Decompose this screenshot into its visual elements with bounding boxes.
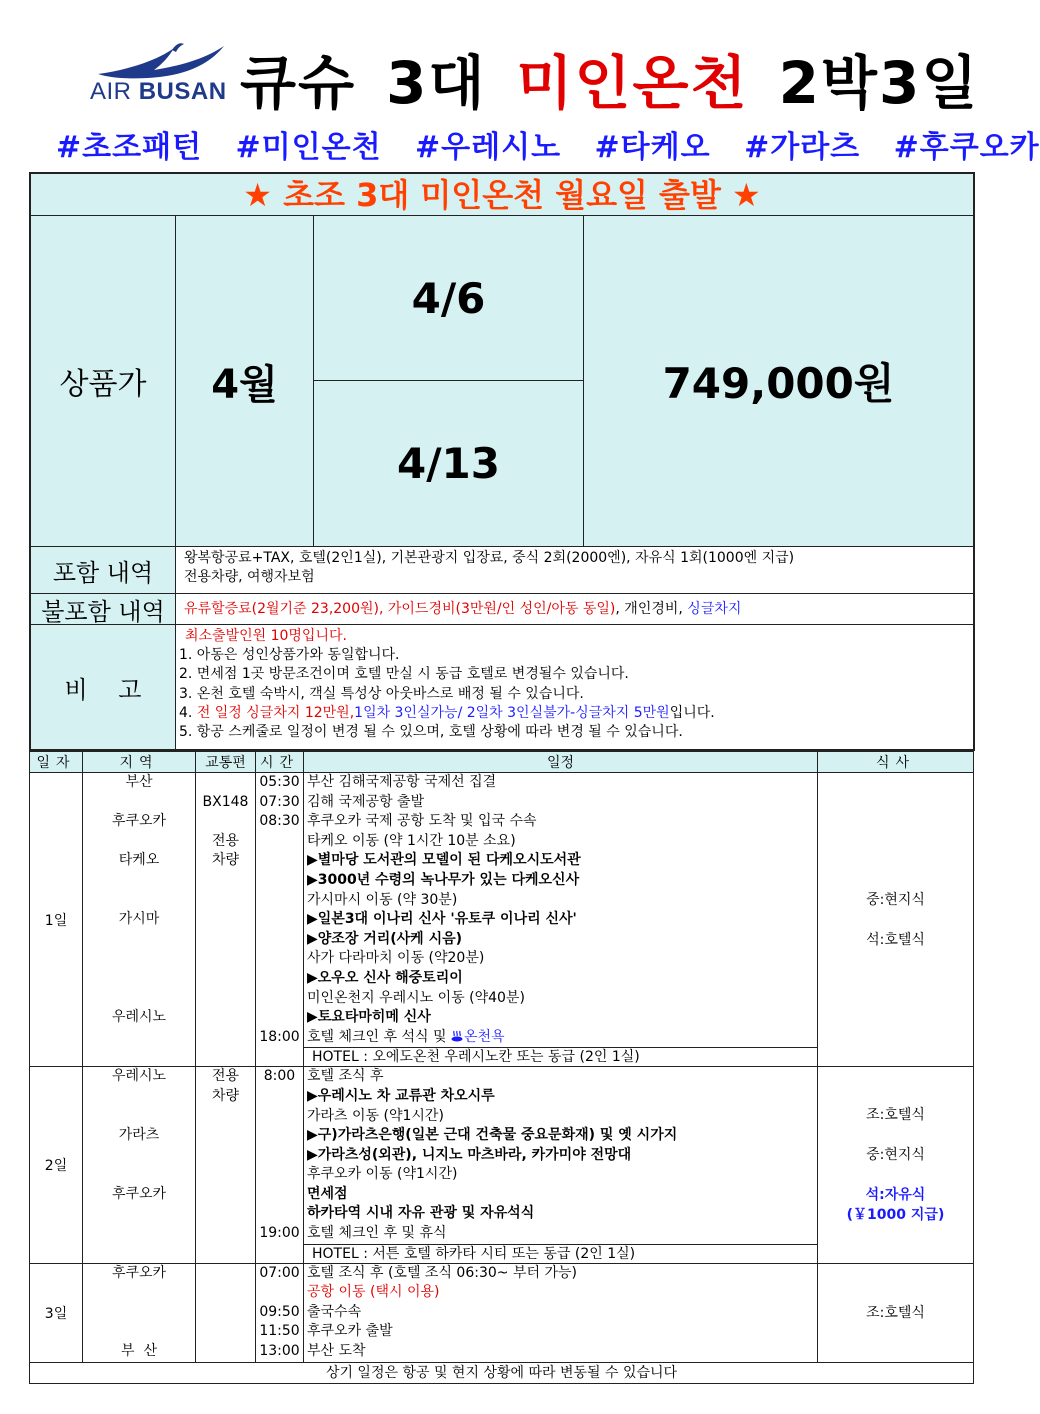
page-title [240,36,979,120]
day-2-schedule: 호텔 조식 후 ▶우레시노 차 교류관 차오시루 가라츠 이동 (약1시간) ▶구)가라츠은행(일본 근대 건축물 중요문화재) 및 옛 시가지 ▶가라츠성(외관), 니지노 마츠바라, 카가미야 전망대 후쿠오카 이동 (약1시간) 면세점 하카타역 시내 자유 관광 및 자유석식 호텔 체크인 후 및 휴식 [304,1067,818,1244]
day-2-meals: 조:호텔식 중:현지식 석:자유식 (￥1000 지급) [818,1067,974,1263]
note-line: 5. 항공 스케줄로 일정이 변경 될 수 있으며, 호텔 상황에 따라 변경 될 수 있습니다. [179,724,683,741]
col-schedule: 일정 [304,752,818,773]
day-3-transport [196,1263,256,1362]
price-table [31,216,973,547]
day-1-times: 05:30 07:30 08:30 18:00 [256,773,304,1067]
departure-banner: ★ 초조 3대 미인온천 월요일 출발 ★ [31,174,973,216]
day-1-meals: 중:현지식 석:호텔식 [818,773,974,1067]
day-1-row [30,773,974,1048]
day-1-hotel: HOTEL : 오에도온천 우레시노칸 또는 동급 (2인 1실) [304,1048,818,1067]
price-amount: 749,000원 [584,216,973,546]
hashtag: #타케오 [594,130,711,165]
day-label: 3일 [30,1263,83,1362]
hashtag: #가라츠 [744,130,861,165]
day-2-regions: 우레시노 가라츠 후쿠오카 [83,1067,196,1263]
itinerary-footer-row [30,1362,974,1383]
day-3-meals: 조:호텔식 [818,1263,974,1362]
day-2-hotel: HOTEL : 서튼 호텔 하카타 시티 또는 동급 (2인 1실) [304,1244,818,1263]
excluded-label: 불포함 내역 [31,594,176,624]
hashtag: #우레시노 [415,130,562,165]
notes-row [31,625,973,749]
hashtag-line [56,122,1040,166]
day-1-schedule: 부산 김해국제공항 국제선 집결 김해 국제공항 출발 후쿠오카 국제 공항 도착 및 입국 수속 타케오 이동 (약 1시간 10분 소요) ▶별마당 도서관의 모델이 된 다케오시도서관 ▶3000년 수령의 녹나무가 있는 다케오신사 가시마시 이동 (약 30분) ▶일본3대 이나리 신사 '유토쿠 이나리 신사' ▶양조장 거리(사케 시음) 사가 다라마치 이동 (약20분) ▶오우오 신사 해중토리이 미인온천지 우레시노 이동 (약40분) ▶토요타마히메 신사 호텔 체크인 후 석식 및 온천욕 [304,773,818,1048]
notes-details [176,625,973,744]
day-label: 2일 [30,1067,83,1263]
price-label: 상품가 [31,216,176,546]
day-3-row [30,1263,974,1362]
day-label: 1일 [30,773,83,1067]
logo-text: AIR BUSAN [90,78,227,105]
day-1-transport: BX148 전용 차량 [196,773,256,1067]
title-duration: 2박3일 [778,49,980,117]
air-busan-logo [88,40,228,110]
included-details: 왕복항공료+TAX, 호텔(2인1실), 기본관광지 입장료, 중식 2회(2000엔), 자유식 1회(1000엔 지급) 전용차량, 여행자보험 [184,550,795,585]
col-region: 지역 [83,752,196,773]
title-region: 큐슈 [240,49,357,117]
departure-date: 4/13 [396,439,500,488]
day-3-regions: 후쿠오카 부 산 [83,1263,196,1362]
note-line: 2. 면세점 1곳 방문조건이며 호텔 만실 시 동급 호텔로 변경될수 있습니다. [179,666,629,683]
hot-spring-icon [451,1030,463,1042]
note-line: 1. 아동은 성인상품가와 동일합니다. [179,647,400,664]
itinerary-header [30,752,974,773]
day-2-transport: 전용 차량 [196,1067,256,1263]
departure-dates [314,216,584,546]
note-line: 3. 온천 호텔 숙박시, 객실 특성상 아웃바스로 배정 될 수 있습니다. [179,685,584,702]
title-highlight: 미인온천 [516,49,749,117]
note-line: 4. 전 일정 싱글차지 12만원,1일차 3인실가능/ 2일차 3인실불가-싱글차지 5만원입니다. [179,704,715,721]
header [0,0,1040,175]
col-meal: 식사 [818,752,974,773]
day-2-row [30,1067,974,1244]
departure-month: 4월 [176,216,314,546]
col-transport: 교통편 [196,752,256,773]
itinerary-footer-note: 상기 일정은 항공 및 현지 상황에 따라 변동될 수 있습니다 [30,1362,974,1383]
excluded-details: 유류할증료(2월기준 23,200원), 가이드경비(3만원/인 성인/아동 동일), 개인경비, 싱글차지 [184,601,742,617]
hashtag: #미인온천 [235,130,382,165]
included-label: 포함 내역 [31,547,176,593]
day-3-schedule: 호텔 조식 후 (호텔 조식 06:30~ 부터 가능) 공항 이동 (택시 이용) 출국수속 후쿠오카 출발 부산 도착 [304,1263,818,1362]
col-time: 시간 [256,752,304,773]
hashtag: #초조패턴 [56,130,203,165]
itinerary-table [29,751,973,1384]
day-2-times: 8:00 19:00 [256,1067,304,1263]
min-participants-note: 최소출발인원 10명입니다. [185,628,347,644]
departure-date: 4/6 [314,216,583,381]
title-count: 3대 [386,49,487,117]
col-day: 일자 [30,752,83,773]
notes-label: 비 고 [31,625,176,749]
excluded-row [31,594,973,625]
included-row [31,547,973,594]
hashtag: #후쿠오카 [893,130,1040,165]
day-3-times: 07:00 09:50 11:50 13:00 [256,1263,304,1362]
seagull-logo-icon [88,40,228,80]
day-1-regions: 부산 후쿠오카 타케오 가시마 우레시노 [83,773,196,1067]
product-info-box [29,172,975,751]
